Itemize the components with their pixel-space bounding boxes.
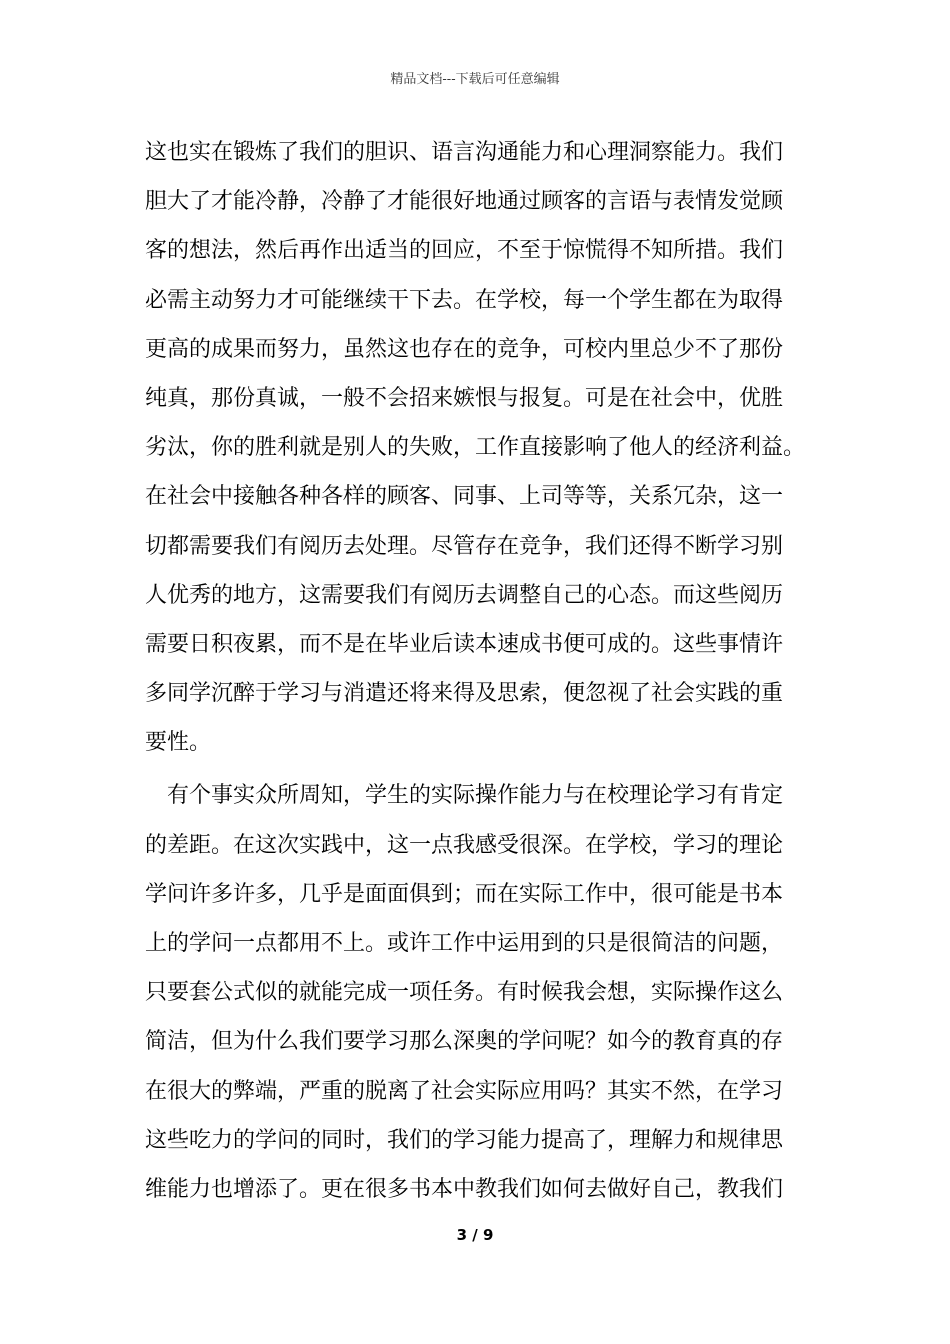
text-line: 人优秀的地方，这需要我们有阅历去调整自己的心态。而这些阅历 [145,582,784,608]
text-line: 的差距。在这次实践中，这一点我感受很深。在学校，学习的理论 [145,832,784,858]
text-line: 只要套公式似的就能完成一项任务。有时候我会想，实际操作这么 [145,980,784,1006]
page-number: 3 / 9 [456,1226,494,1244]
text-line: 多同学沉醉于学习与消遣还将来得及思索，便忽视了社会实践的重 [145,681,784,707]
document-body [145,128,825,1214]
text-line: 在社会中接触各种各样的顾客、同事、上司等等，关系冗杂，这一 [145,484,784,510]
text-line: 客的想法，然后再作出适当的回应，不至于惊慌得不知所措。我们 [145,238,784,264]
paragraph-2 [145,771,825,1214]
text-line: 在很大的弊端，严重的脱离了社会实际应用吗？其实不然，在学习 [145,1078,784,1104]
text-line: 简洁，但为什么我们要学习那么深奥的学问呢？如今的教育真的存 [145,1029,784,1055]
page-header: 精品文档---下载后可任意编辑 [390,72,560,87]
text-line: 需要日积夜累，而不是在毕业后读本速成书便可成的。这些事情许 [145,631,784,657]
paragraph-1 [145,128,825,767]
text-line: 学问许多许多，几乎是面面俱到；而在实际工作中，很可能是书本 [145,881,784,907]
text-line: 这些吃力的学问的同时，我们的学习能力提高了，理解力和规律思 [145,1127,784,1153]
text-line: 纯真，那份真诚，一般不会招来嫉恨与报复。可是在社会中，优胜 [145,385,784,411]
text-line: 必需主动努力才可能继续干下去。在学校，每一个学生都在为取得 [145,287,784,313]
text-line: 要性。 [145,730,212,756]
text-line: 更高的成果而努力，虽然这也存在的竞争，可校内里总少不了那份 [145,336,784,362]
text-line: 劣汰，你的胜利就是别人的失败，工作直接影响了他人的经济利益。 [145,435,806,461]
text-line: 有个事实众所周知，学生的实际操作能力与在校理论学习有肯定 [167,783,784,809]
text-line: 上的学问一点都用不上。或许工作中运用到的只是很简洁的问题， [145,931,784,956]
text-line: 切都需要我们有阅历去处理。尽管存在竞争，我们还得不断学习别 [145,533,784,559]
text-line: 这也实在锻炼了我们的胆识、语言沟通能力和心理洞察能力。我们 [145,140,784,165]
text-line: 胆大了才能冷静，冷静了才能很好地通过顾客的言语与表情发觉顾 [145,189,784,215]
text-line: 维能力也增添了。更在很多书本中教我们如何去做好自己，教我们 [145,1176,784,1202]
